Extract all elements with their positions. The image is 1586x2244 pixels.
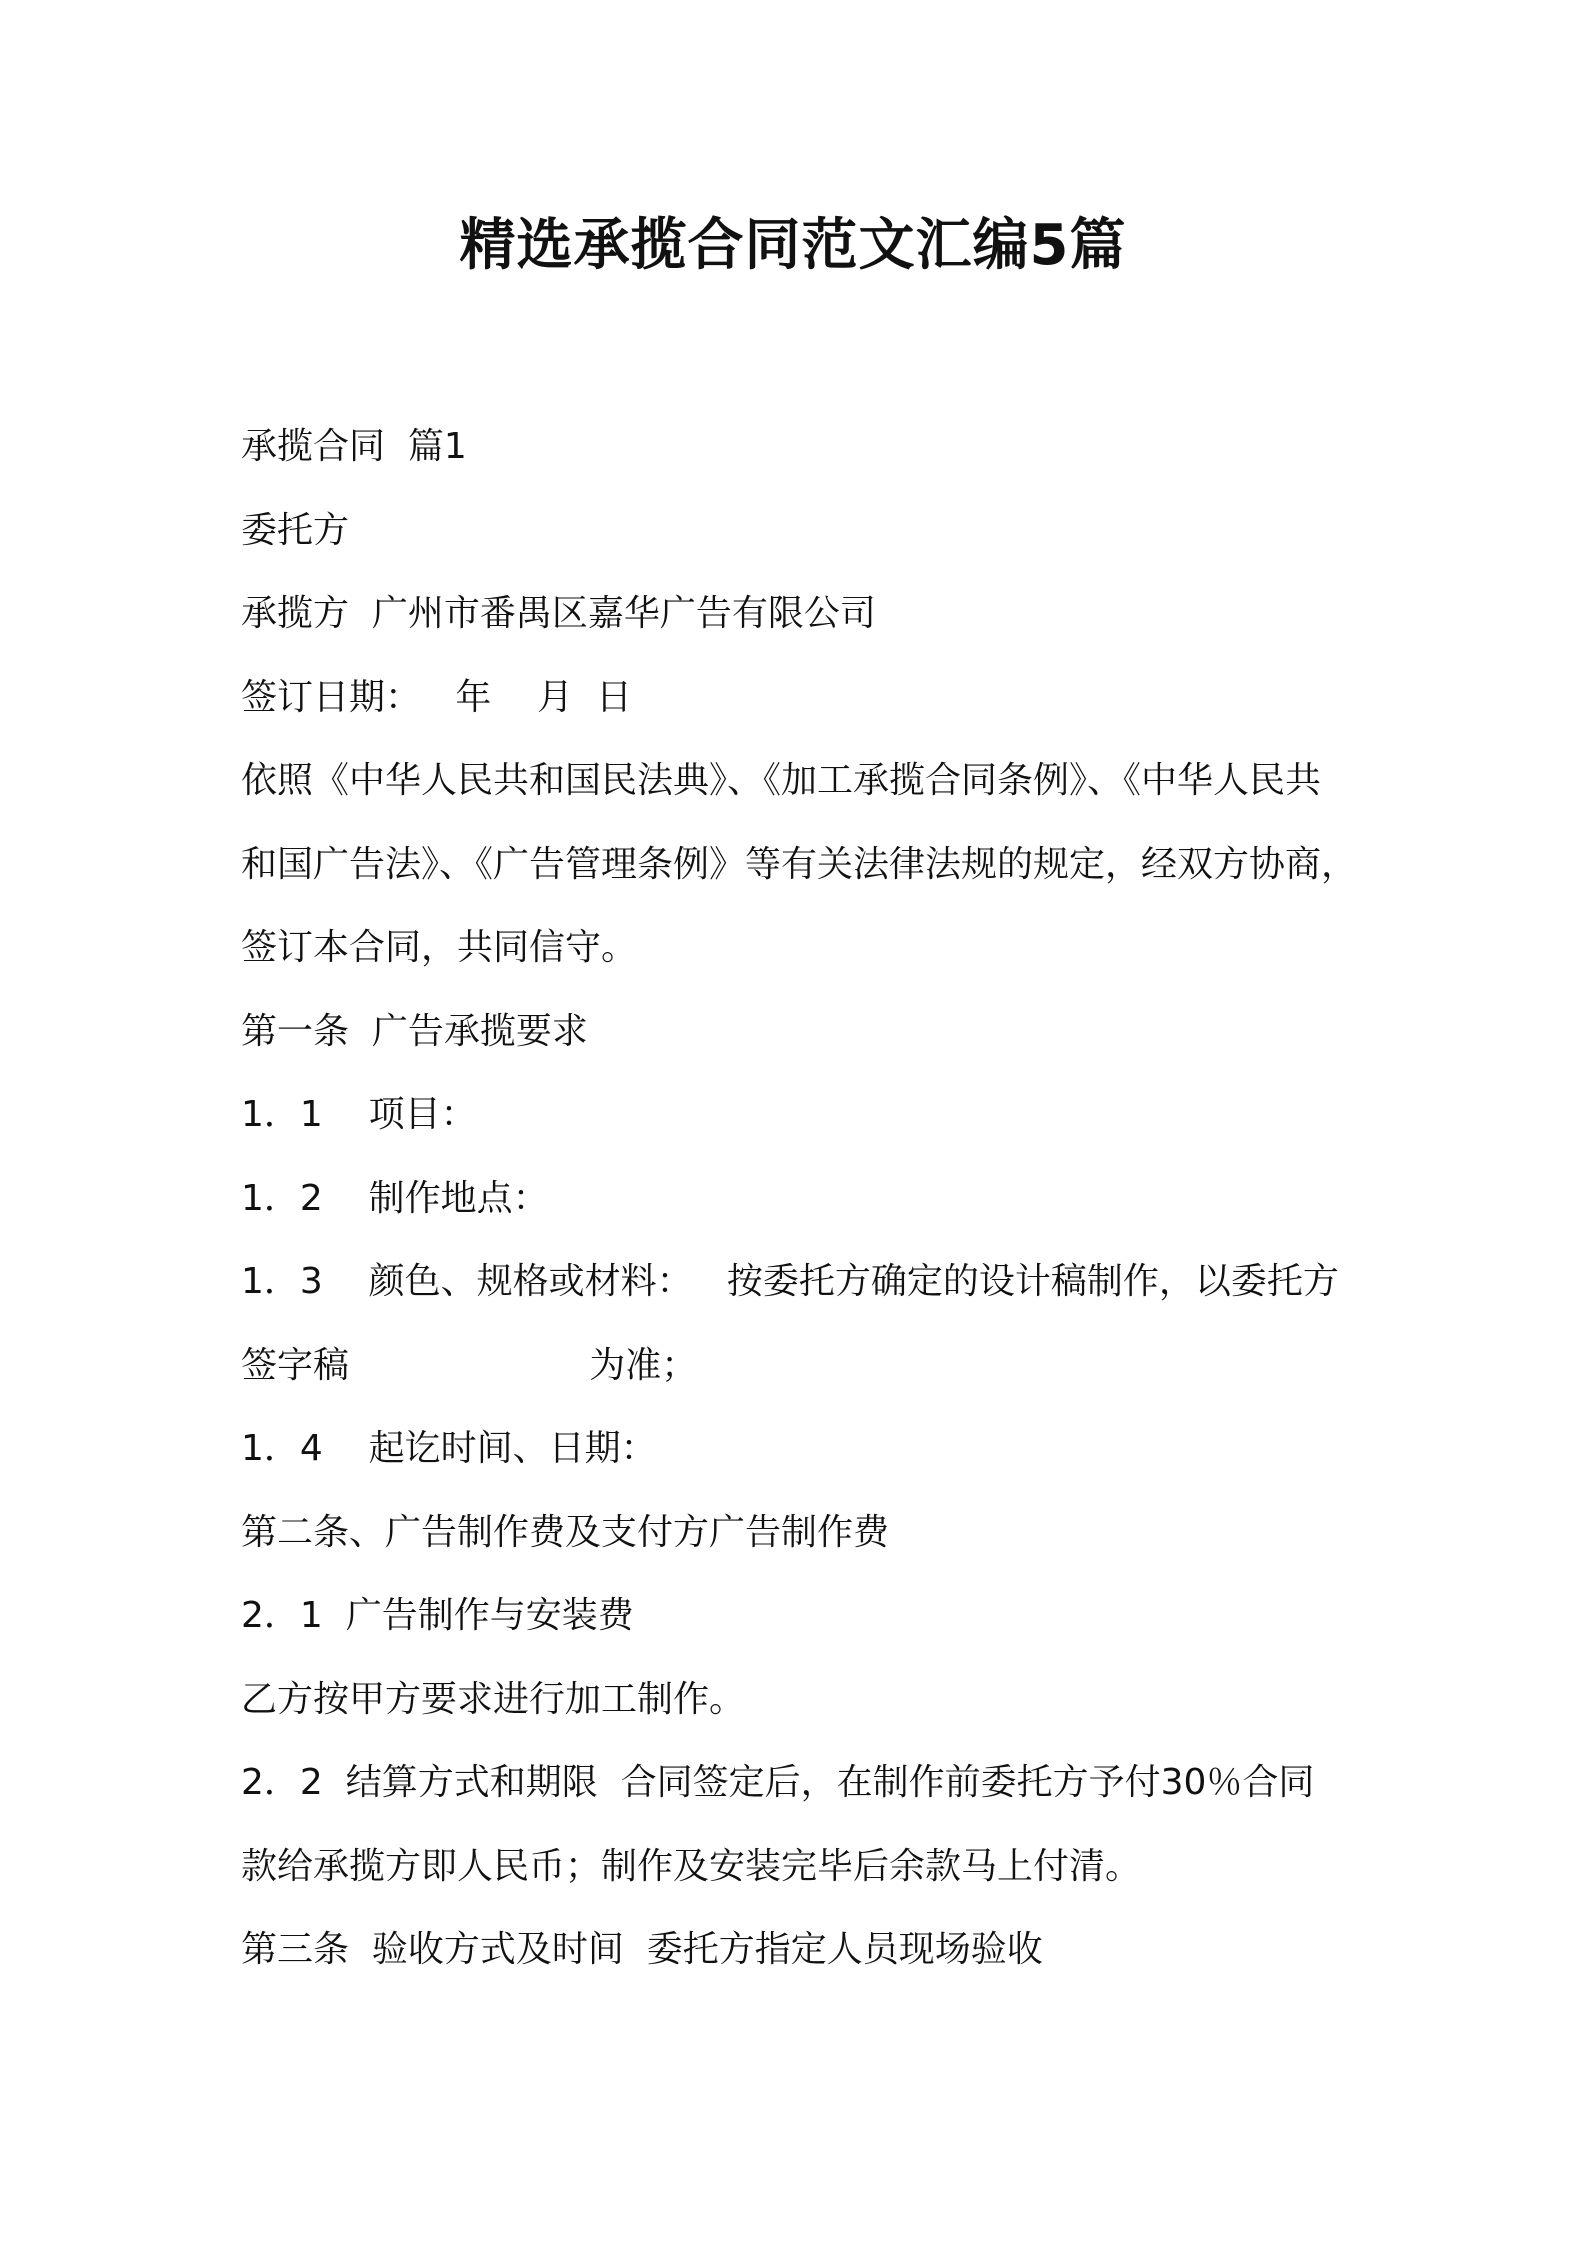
paragraph-line: 和国广告法》、《广告管理条例》等有关法律法规的规定，经双方协商，	[241, 843, 1358, 885]
paragraph-line: 第二条、广告制作费及支付方广告制作费	[241, 1511, 890, 1553]
paragraph-line: 款给承揽方即人民币；制作及安装完毕后余款马上付清。	[241, 1845, 1142, 1887]
document-body	[241, 405, 1356, 1992]
paragraph-line: 第一条 广告承揽要求	[241, 1010, 588, 1052]
paragraph-line: 第三条 验收方式及时间 委托方指定人员现场验收	[241, 1929, 1043, 1970]
paragraph-line: 依照《中华人民共和国民法典》、《加工承揽合同条例》、《中华人民共	[241, 760, 1322, 801]
paragraph-line: 2．2 结算方式和期限 合同签定后，在制作前委托方予付30％合同	[241, 1762, 1315, 1803]
paragraph-line: 1．4 起讫时间、日期：	[241, 1428, 657, 1469]
paragraph-line: 签字稿 为准；	[241, 1344, 698, 1386]
document-title: 精选承揽合同范文汇编5篇	[459, 213, 1127, 278]
paragraph-line: 签订日期： 年 月 日	[241, 676, 632, 718]
paragraph-line: 承揽方 广州市番禺区嘉华广告有限公司	[241, 593, 876, 634]
paragraph-line: 1．3 颜色、规格或材料： 按委托方确定的设计稿制作，以委托方	[241, 1261, 1339, 1302]
paragraph-line: 承揽合同 篇1	[241, 426, 467, 467]
paragraph-line: 1．2 制作地点：	[241, 1177, 549, 1219]
paragraph-line: 2．1 广告制作与安装费	[241, 1595, 634, 1636]
paragraph-line: 乙方按甲方要求进行加工制作。	[241, 1678, 746, 1720]
paragraph-line: 签订本合同，共同信守。	[241, 927, 638, 968]
paragraph-line: 委托方	[241, 509, 350, 551]
paragraph-line: 1．1 项目：	[241, 1094, 477, 1135]
